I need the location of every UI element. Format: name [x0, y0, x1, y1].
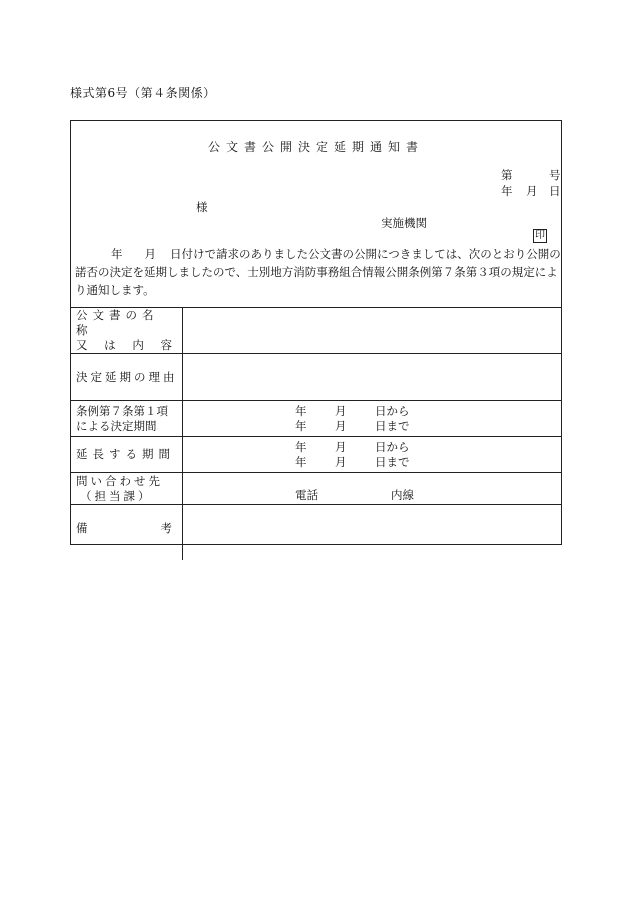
body-text: 日付けで請求のありました公文書の公開につきましては、次のとおり公開の諾否の決定を延期しましたので、士別地方消防事務組合情報公開条例第７条第３項の規定により通知します。 — [75, 247, 561, 297]
body-month-label: 月 — [144, 247, 156, 261]
extension-label: 内線 — [391, 488, 414, 502]
issuing-agency: 実施機関 — [381, 216, 427, 230]
row-contact — [71, 473, 561, 505]
value-remarks[interactable] — [183, 505, 562, 560]
extension-period-to: 年 月 日まで — [295, 454, 410, 469]
doc-number-label-go: 号 — [549, 168, 561, 182]
body-year-label: 年 — [111, 247, 123, 261]
doc-number-label-dai: 第 — [501, 168, 513, 182]
form-number: 様式第6号（第４条関係） — [70, 86, 216, 100]
extension-period-from: 年 月 日から — [295, 439, 410, 454]
label-remarks: 備 考 — [71, 505, 183, 560]
value-contact — [183, 473, 562, 505]
row-decision-period — [71, 401, 561, 437]
date-day-label: 日 — [549, 184, 561, 198]
decision-period-to: 年 月 日まで — [295, 418, 410, 433]
label-decision-period: 条例第７条第１項 による決定期間 — [71, 401, 183, 437]
row-document-name — [71, 308, 561, 354]
value-extension-period — [183, 437, 562, 473]
label-contact: 問い合わせ先 （担当課） — [71, 473, 183, 505]
label-extension-period: 延長する期間 — [71, 437, 183, 473]
value-decision-period — [183, 401, 562, 437]
label-delay-reason: 決定延期の理由 — [71, 354, 183, 401]
phone-label: 電話 — [295, 488, 318, 502]
notice-frame — [70, 120, 562, 545]
row-remarks — [71, 505, 561, 560]
date-year-label: 年 — [501, 184, 513, 198]
decision-period-from: 年 月 日から — [295, 403, 410, 418]
details-table — [71, 307, 561, 560]
notice-title: 公文書公開決定延期通知書 — [207, 140, 424, 154]
date-month-label: 月 — [526, 184, 538, 198]
row-extension-period — [71, 437, 561, 473]
addressee-suffix: 様 — [196, 200, 208, 214]
value-document-name[interactable] — [183, 308, 562, 354]
value-delay-reason[interactable] — [183, 354, 562, 401]
row-delay-reason — [71, 354, 561, 401]
seal-mark: 印 — [535, 230, 545, 241]
label-document-name: 公文書の名称 又 は 内 容 — [71, 308, 183, 354]
notice-body — [75, 245, 561, 299]
